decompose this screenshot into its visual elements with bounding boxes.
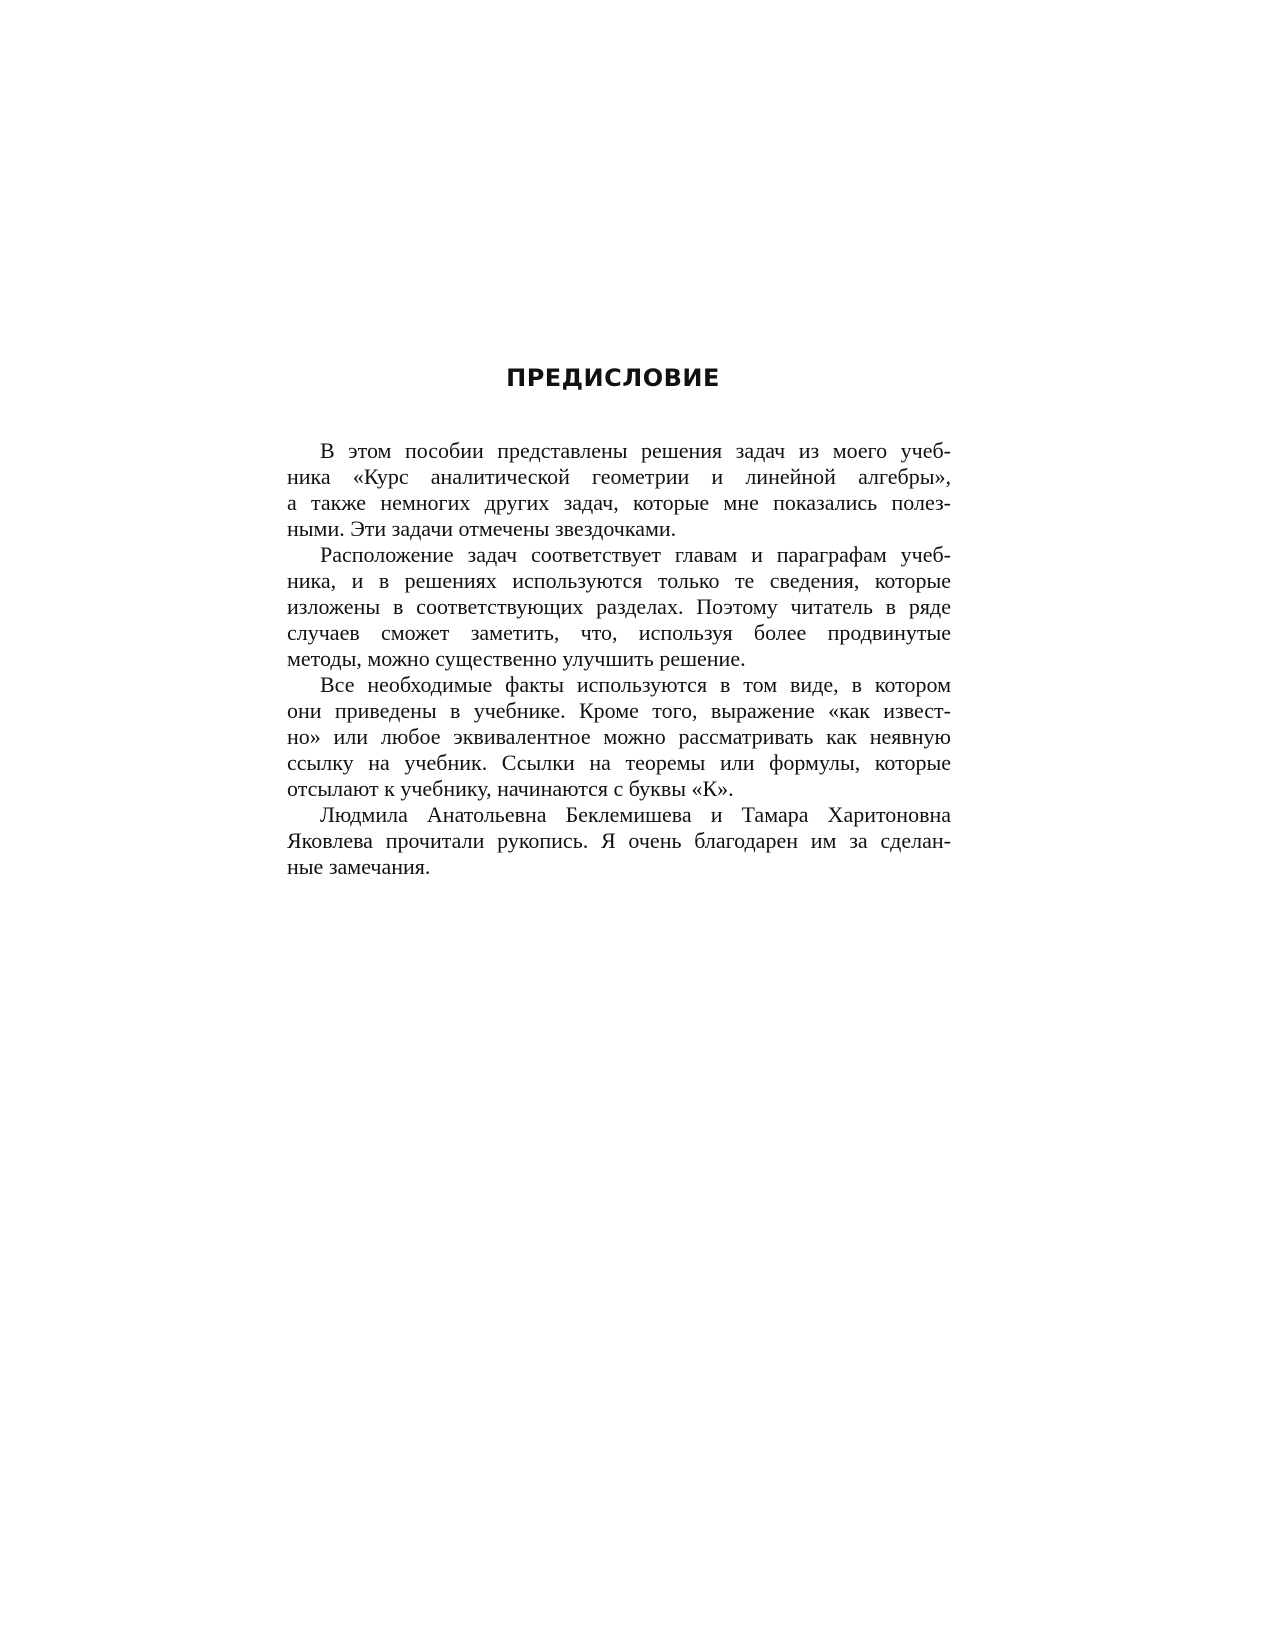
text-line: а также немногих других задач, которые мне показались полез- [287, 490, 951, 515]
text-line: В этом пособии представлены решения задач из моего учеб- [320, 438, 951, 463]
text-line: ные замечания. [287, 854, 431, 879]
text-line: случаев сможет заметить, что, используя более продвинутые [287, 620, 951, 645]
text-line: Людмила Анатольевна Беклемишева и Тамара Харитоновна [320, 802, 951, 827]
text-line: но» или любое эквивалентное можно рассматривать как неявную [287, 724, 951, 749]
text-line: отсылают к учебнику, начинаются с буквы «К». [287, 776, 734, 801]
text-line: изложены в соответствующих разделах. Поэтому читатель в ряде [287, 594, 951, 619]
text-line: ссылку на учебник. Ссылки на теоремы или формулы, которые [287, 750, 951, 775]
page-title: ПРЕДИСЛОВИЕ [506, 364, 720, 392]
text-line: они приведены в учебнике. Кроме того, выражение «как извест- [287, 698, 951, 723]
text-line: Расположение задач соответствует главам и параграфам учеб- [320, 542, 951, 567]
text-line: ника «Курс аналитической геометрии и линейной алгебры», [287, 464, 951, 489]
text-line: методы, можно существенно улучшить решение. [287, 646, 746, 671]
text-line: ника, и в решениях используются только те сведения, которые [287, 568, 951, 593]
text-line: Яковлева прочитали рукопись. Я очень благодарен им за сделан- [287, 828, 951, 853]
text-line: Все необходимые факты используются в том виде, в котором [320, 672, 951, 697]
text-line: ными. Эти задачи отмечены звездочками. [287, 516, 677, 541]
preface-body [287, 438, 951, 880]
